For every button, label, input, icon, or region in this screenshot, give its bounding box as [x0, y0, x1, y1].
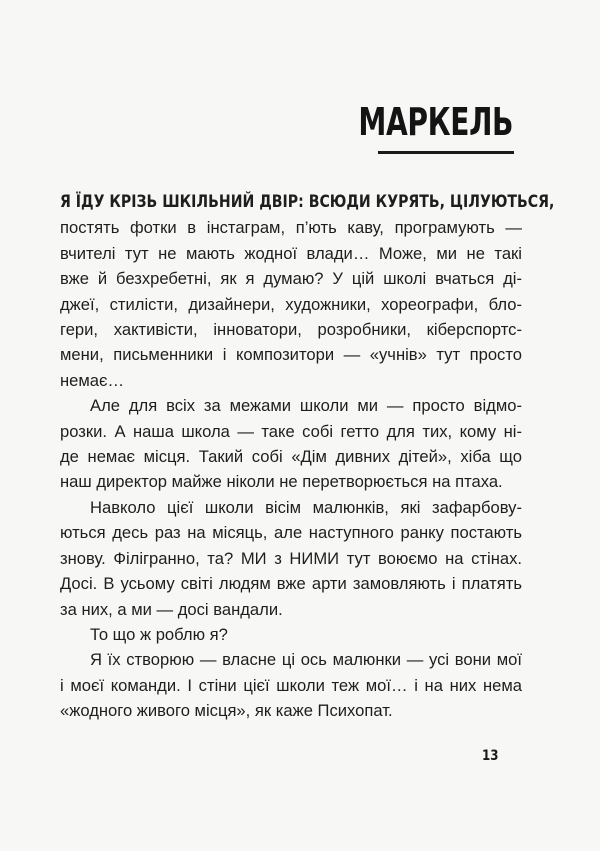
paragraph-3 — [60, 495, 522, 622]
text-line: Я їх створюю — власне ці ось малюнки — усі вони мої — [90, 650, 522, 670]
text-line: знову. Філігранно, та? МИ з НИМИ тут воюємо на стінах. — [60, 548, 522, 568]
text-line: вже й безхребетні, як я думаю? У цій школі вчаться ді- — [60, 269, 522, 289]
text-line: вчителі тут не мають жодної влади… Може, ми не такі — [60, 243, 522, 263]
text-line: постять фотки в інстаграм, п’ють каву, програмують — — [60, 218, 522, 238]
text-line: То що ж роблю я? — [90, 624, 228, 644]
text-line: Навколо цієї школи вісім малюнків, які зафарбову- — [90, 497, 522, 517]
title-underline — [378, 151, 514, 154]
text-line: де немає місця. Такий собі «Дім дивних дітей», хіба що — [60, 447, 522, 467]
text-line: розки. А наша школа — таке собі гетто для тих, кому ні- — [60, 421, 522, 441]
text-line: ються десь раз на місяць, але наступного ранку постають — [60, 523, 522, 543]
paragraph-2 — [60, 393, 522, 495]
paragraph-4 — [60, 622, 522, 647]
text-line: наш директор майже ніколи не перетворюється на птаха. — [60, 472, 503, 492]
text-line: за них, а ми — досі вандали. — [60, 599, 283, 619]
paragraph-1 — [60, 190, 555, 393]
text-line: і моєї команди. І стіни цієї школи теж мої… і на них нема — [60, 675, 522, 695]
page-number: 13 — [482, 748, 499, 764]
text-line: Досі. В усьому світі людям вже арти замовляють і платять — [60, 574, 522, 594]
paragraph-5 — [60, 647, 522, 723]
text-line: гери, хактивісти, інноватори, розробники, кіберспортс- — [60, 320, 522, 340]
text-line: мени, письменники і композитори — «учнів» тут просто — [60, 345, 522, 365]
text-line: Але для всіх за межами школи ми — просто відмо- — [90, 396, 522, 416]
chapter-body — [60, 190, 555, 724]
lead-in-caps: Я ЇДУ КРІЗЬ ШКІЛЬНИЙ ДВІР: ВСЮДИ КУРЯТЬ, ЦІЛУЮТЬСЯ, — [60, 192, 555, 212]
chapter-title: МАРКЕЛЬ — [358, 100, 513, 144]
text-line: немає… — [60, 370, 125, 390]
text-line: джеї, стилісти, дизайнери, художники, хореографи, бло- — [60, 294, 522, 314]
text-line: «жодного живого місця», як каже Психопат. — [60, 701, 393, 721]
